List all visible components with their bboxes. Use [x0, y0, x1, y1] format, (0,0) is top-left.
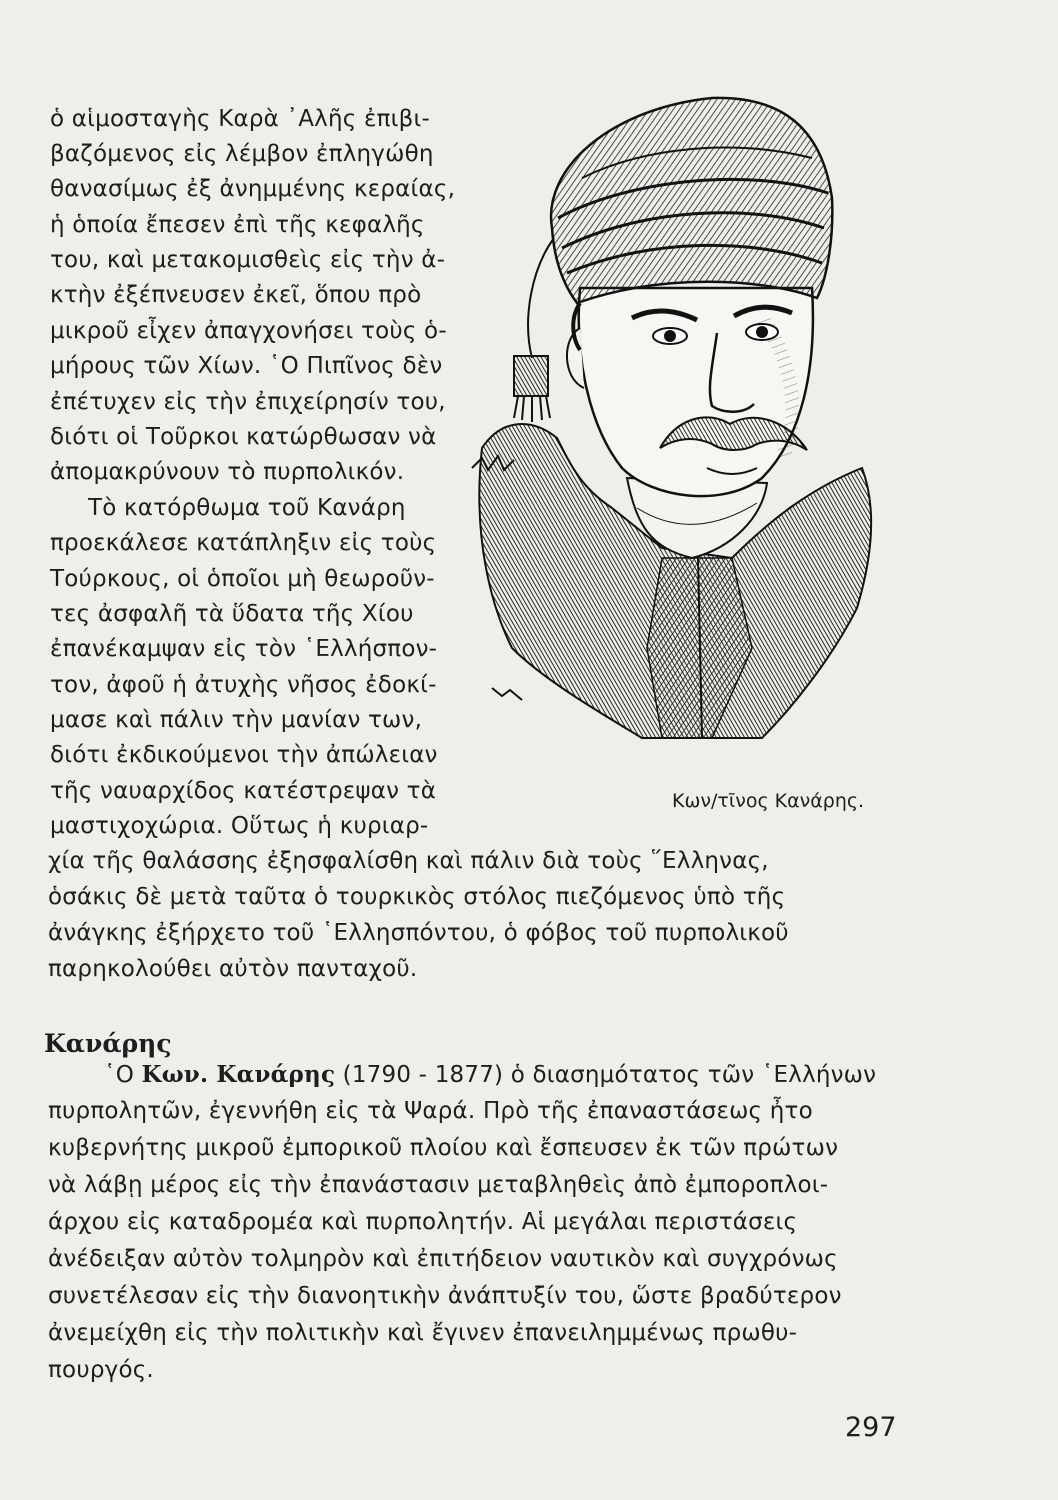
- text-line: θανασίμως ἐξ ἀνημμένης κεραίας,: [50, 176, 456, 202]
- section-heading: Κανάρης: [44, 1029, 172, 1058]
- text-line: νὰ λάβῃ μέρος εἰς τὴν ἐπανάστασιν μεταβληθεὶς ἀπὸ ἐμποροπλοι-: [48, 1172, 829, 1198]
- text-line: του, καὶ μετακομισθεὶς εἰς τὴν ἀ-: [50, 247, 446, 273]
- text-line: ὁ αἱμοσταγὴς Καρὰ ᾿Αλῆς ἐπιβι-: [50, 106, 430, 132]
- text-line: μασε καὶ πάλιν τὴν μανίαν των,: [50, 707, 423, 733]
- text-line: τες ἀσφαλῆ τὰ ὕδατα τῆς Χίου: [50, 601, 414, 627]
- paragraph-start-line: Τὸ κατόρθωμα τοῦ Κανάρη: [88, 495, 406, 521]
- text-line: ἀπομακρύνουν τὸ πυρπολικόν.: [50, 459, 405, 485]
- text-line: ἡ ὁποία ἔπεσεν ἐπὶ τῆς κεφαλῆς: [50, 212, 425, 238]
- text-line: μικροῦ εἶχεν ἀπαγχονήσει τοὺς ὁ-: [50, 318, 447, 344]
- kanaris-portrait-illustration: [462, 88, 882, 748]
- text-line: παρηκολούθει αὐτὸν πανταχοῦ.: [48, 956, 418, 982]
- text-line: πουργός.: [48, 1357, 154, 1383]
- bio-first-line: [104, 1060, 876, 1090]
- text-line: τον, ἀφοῦ ἡ ἀτυχὴς νῆσος ἐδοκί-: [50, 672, 437, 698]
- text-line: διότι ἐκδικούμενοι τὴν ἀπώλειαν: [50, 742, 438, 768]
- text-line: ἐπέτυχεν εἰς τὴν ἐπιχείρησίν του,: [50, 389, 446, 415]
- text-line: συνετέλεσαν εἰς τὴν διανοητικὴν ἀνάπτυξίν του, ὥστε βραδύτερον: [48, 1283, 842, 1309]
- text-line: ἀνεμείχθη εἰς τὴν πολιτικὴν καὶ ἔγινεν ἐπανειλημμένως πρωθυ-: [48, 1320, 798, 1346]
- text-line: ἀνάγκης ἐξήρχετο τοῦ ῾Ελλησπόντου, ὁ φόβος τοῦ πυρπολικοῦ: [48, 920, 789, 946]
- text-line: βαζόμενος εἰς λέμβον ἐπληγώθη: [50, 141, 434, 167]
- text-line: κυβερνήτης μικροῦ ἐμπορικοῦ πλοίου καὶ ἔσπευσεν ἐκ τῶν πρώτων: [48, 1135, 839, 1161]
- page-number: 297: [845, 1412, 897, 1443]
- text-line: άρχου εἰς καταδρομέα καὶ πυρπολητήν. Αἱ μεγάλαι περιστάσεις: [48, 1209, 798, 1235]
- text-line: κτὴν ἐξέπνευσεν ἐκεῖ, ὅπου πρὸ: [50, 282, 422, 308]
- text-line: Τούρκους, οἱ ὁποῖοι μὴ θεωροῦν-: [50, 566, 435, 592]
- text-line: ὁσάκις δὲ μετὰ ταῦτα ὁ τουρκικὸς στόλος πιεζόμενος ὑπὸ τῆς: [48, 884, 786, 910]
- text-line: μήρους τῶν Χίων. ῾Ο Πιπῖνος δὲν: [50, 353, 443, 379]
- bio-name: Κων. Κανάρης: [141, 1061, 336, 1088]
- text-line: πυρπολητῶν, ἐγεννήθη εἰς τὰ Ψαρά. Πρὸ τῆς ἐπαναστάσεως ἦτο: [48, 1098, 813, 1124]
- text-line: μαστιχοχώρια. Οὕτως ἡ κυριαρ-: [50, 813, 429, 839]
- bio-post: (1790 - 1877) ὁ διασημότατος τῶν ῾Ελλήνων: [335, 1062, 877, 1088]
- text-line: διότι οἱ Τοῦρκοι κατώρθωσαν νὰ: [50, 424, 437, 450]
- text-line: τῆς ναυαρχίδος κατέστρεψαν τὰ: [50, 778, 437, 804]
- text-line: ἀνέδειξαν αὐτὸν τολμηρὸν καὶ ἐπιτήδειον ναυτικὸν καὶ συγχρόνως: [48, 1246, 838, 1272]
- bio-pre: ῾Ο: [104, 1062, 142, 1088]
- text-line: ἐπανέκαμψαν εἰς τὸν ῾Ελλήσπον-: [50, 636, 438, 662]
- portrait-caption: Κων/τῖνος Κανάρης.: [672, 790, 865, 812]
- text-line: χία τῆς θαλάσσης ἐξησφαλίσθη καὶ πάλιν διὰ τοὺς ῞Ελληνας,: [48, 848, 769, 874]
- text-line: προεκάλεσε κατάπληξιν εἰς τοὺς: [50, 530, 437, 556]
